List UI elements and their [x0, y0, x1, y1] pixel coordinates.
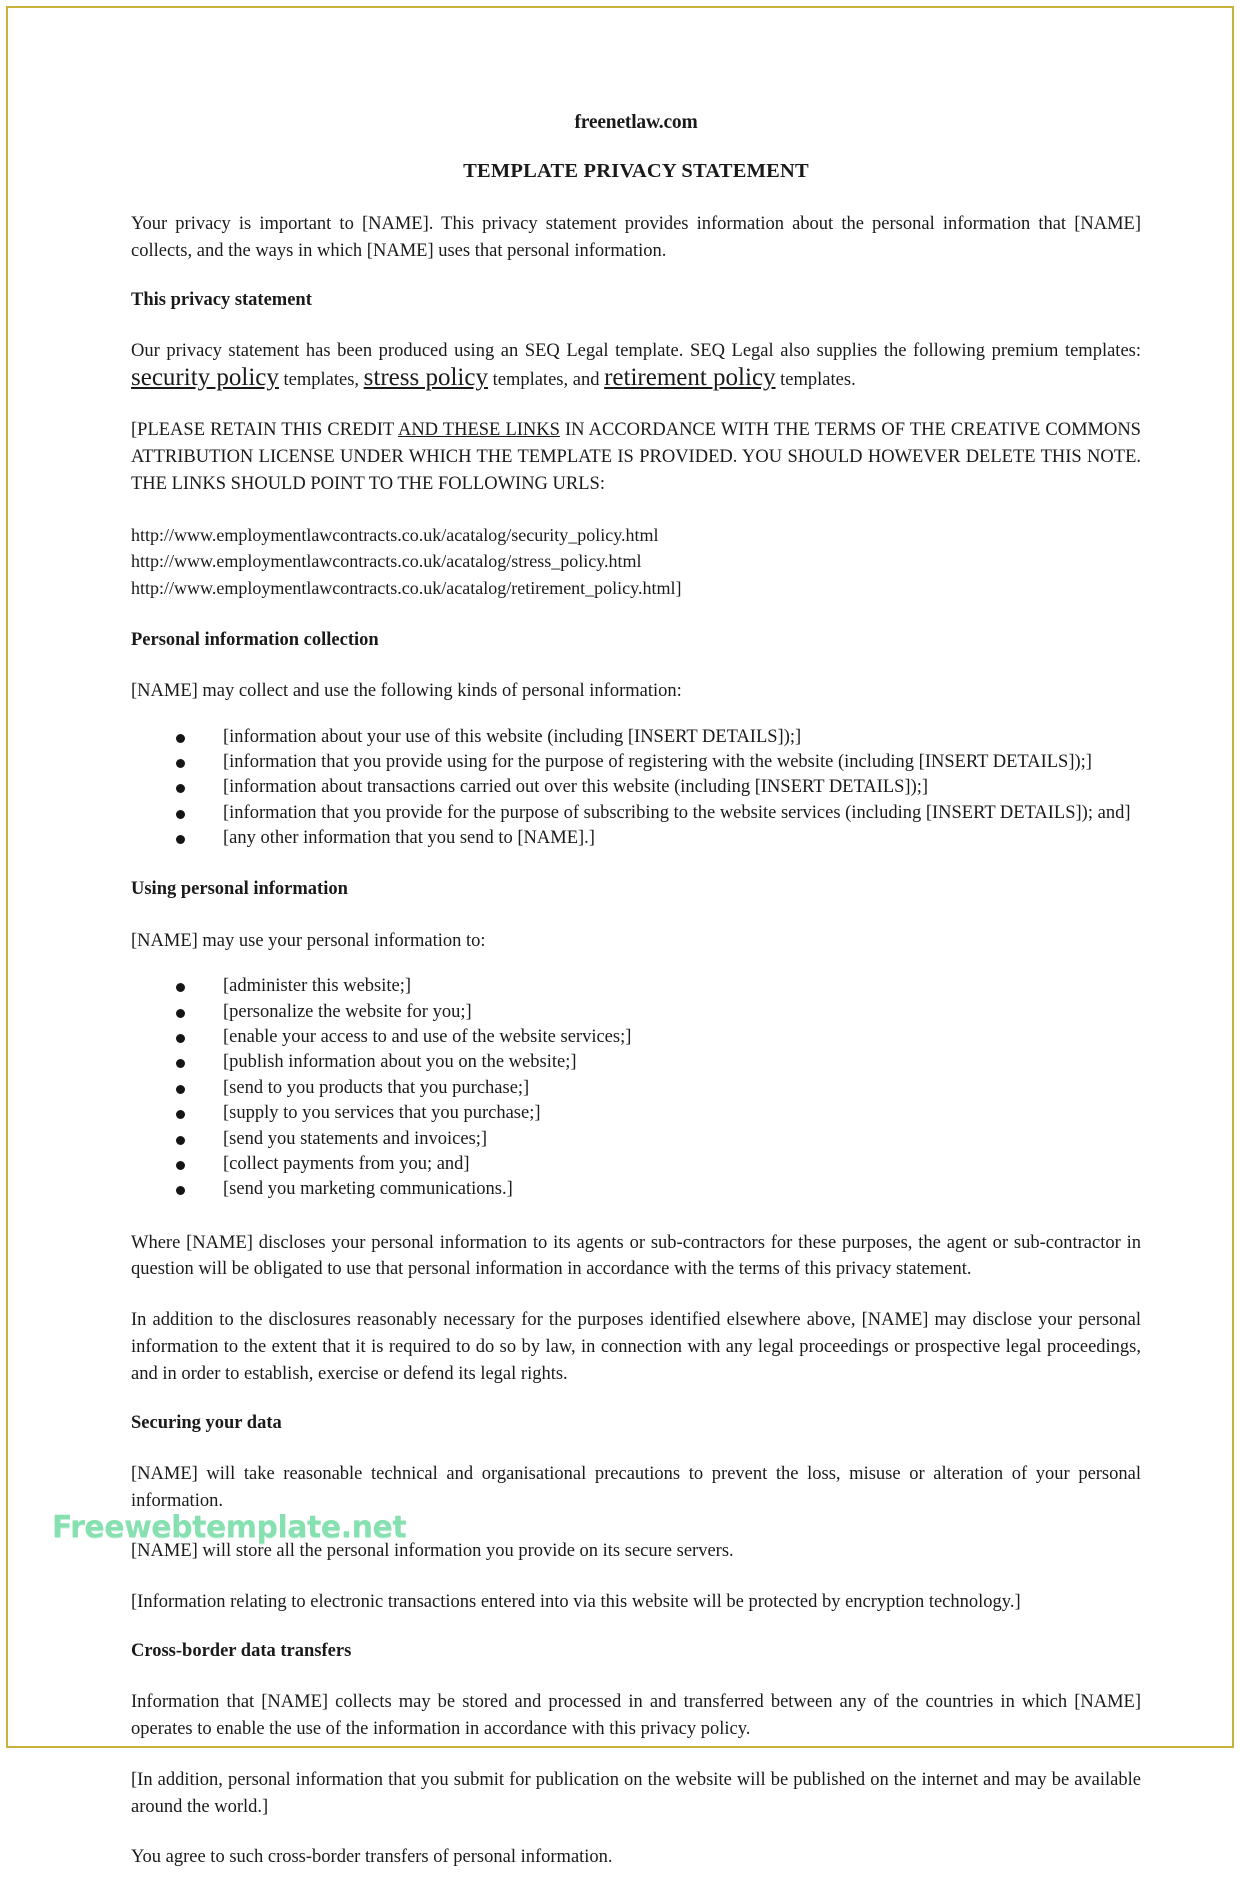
intro-paragraph: Your privacy is important to [NAME]. This privacy statement provides information about the personal information that [NAME] collects, and the ways in which [NAME] uses that personal information.	[131, 213, 1141, 261]
url-retirement-policy[interactable]: http://www.employmentlawcontracts.co.uk/acatalog/retirement_policy.html]	[131, 578, 682, 599]
list-item: [send you marketing communications.]	[131, 1177, 1141, 1202]
link-retirement-policy[interactable]: retirement policy	[604, 363, 776, 391]
list-item: [enable your access to and use of the website services;]	[131, 1025, 1141, 1050]
collection-bullet-list	[131, 725, 1141, 852]
cross-border-agreement-paragraph: You agree to such cross-border transfers of personal information.	[131, 1847, 613, 1868]
agents-disclosure-paragraph: Where [NAME] discloses your personal information to its agents or sub-contractors for these purposes, the agent or sub-contractor in question will be obligated to use that personal information in accordance with the terms of this privacy statement.	[131, 1232, 1141, 1280]
url-list	[131, 522, 1141, 602]
document-body	[131, 112, 1141, 1895]
heading-personal-information-collection: Personal information collection	[131, 629, 379, 650]
template-lead-text: Our privacy statement has been produced using an SEQ Legal template. SEQ Legal also supplies the following premium templates:	[131, 340, 1141, 361]
link-security-policy[interactable]: security policy	[131, 363, 279, 391]
privacy-statement-template-paragraph	[131, 338, 1141, 394]
credit-text-part2: IN ACCORDANCE WITH THE TERMS OF THE CREATIVE COMMONS ATTRIBUTION LICENSE UNDER WHICH THE TEMPLATE IS PROVIDED. YOU SHOULD HOWEVER DELETE THIS NOTE. THE LINKS SHOULD POINT TO THE FOLLOWING URLS:	[131, 420, 1141, 495]
securing-encryption-paragraph: [Information relating to electronic transactions entered into via this website will be protected by encryption technology.]	[131, 1592, 1021, 1613]
text-after-security: templates,	[278, 369, 364, 390]
list-item: [publish information about you on the website;]	[131, 1050, 1141, 1075]
list-item: [send to you products that you purchase;]	[131, 1076, 1141, 1101]
heading-this-privacy-statement: This privacy statement	[131, 289, 312, 310]
list-item: [collect payments from you; and]	[131, 1152, 1141, 1177]
link-stress-policy[interactable]: stress policy	[363, 363, 488, 391]
page-title: TEMPLATE PRIVACY STATEMENT	[463, 160, 809, 183]
list-item: [send you statements and invoices;]	[131, 1127, 1141, 1152]
using-lead-paragraph: [NAME] may use your personal information to:	[131, 930, 486, 951]
heading-cross-border-data-transfers: Cross-border data transfers	[131, 1641, 352, 1662]
credit-notice-paragraph	[131, 417, 1141, 497]
collection-lead-paragraph: [NAME] may collect and use the following kinds of personal information:	[131, 680, 682, 701]
list-item: [information that you provide using for the purpose of registering with the website (including [INSERT DETAILS]);]	[131, 750, 1141, 775]
securing-servers-paragraph: [NAME] will store all the personal information you provide on its secure servers.	[131, 1541, 734, 1562]
url-stress-policy[interactable]: http://www.employmentlawcontracts.co.uk/acatalog/stress_policy.html	[131, 551, 642, 572]
text-after-stress: templates, and	[487, 369, 605, 390]
heading-using-personal-information: Using personal information	[131, 879, 348, 900]
text-after-retirement: templates.	[775, 369, 856, 390]
legal-disclosure-paragraph: In addition to the disclosures reasonably necessary for the purposes identified elsewhere above, [NAME] may disclose your personal information to the extent that it is required to do so by law, in connection with any legal proceedings or prospective legal proceedings, and in order to establish, exercise or defend its legal rights.	[131, 1310, 1141, 1384]
cross-border-storage-paragraph: Information that [NAME] collects may be stored and processed in and transferred between any of the countries in which [NAME] operates to enable the use of the information in accordance with this privacy policy.	[131, 1692, 1141, 1740]
cross-border-publication-paragraph: [In addition, personal information that you submit for publication on the website will be published on the internet and may be available around the world.]	[131, 1769, 1141, 1817]
paper-sheet	[16, 16, 1224, 1868]
site-name-header: freenetlaw.com	[574, 112, 698, 133]
list-item: [information about transactions carried out over this website (including [INSERT DETAILS]);]	[131, 775, 1141, 800]
securing-precautions-paragraph: [NAME] will take reasonable technical and organisational precautions to prevent the loss, misuse or alteration of your personal information.	[131, 1463, 1141, 1511]
list-item: [administer this website;]	[131, 974, 1141, 999]
url-security-policy[interactable]: http://www.employmentlawcontracts.co.uk/acatalog/security_policy.html	[131, 524, 659, 545]
credit-text-part1: [PLEASE RETAIN THIS CREDIT	[131, 420, 398, 441]
using-bullet-list	[131, 974, 1141, 1202]
credit-underlined-phrase: AND THESE LINKS	[397, 420, 560, 441]
watermark-freewebtemplate: Freewebtemplate.net	[52, 1510, 407, 1545]
list-item: [personalize the website for you;]	[131, 1000, 1141, 1025]
heading-securing-your-data: Securing your data	[131, 1412, 282, 1433]
list-item: [information about your use of this website (including [INSERT DETAILS]);]	[131, 725, 1141, 750]
list-item: [any other information that you send to [NAME].]	[131, 826, 1141, 851]
list-item: [supply to you services that you purchase;]	[131, 1101, 1141, 1126]
list-item: [information that you provide for the purpose of subscribing to the website services (including [INSERT DETAILS]); and]	[131, 801, 1141, 826]
